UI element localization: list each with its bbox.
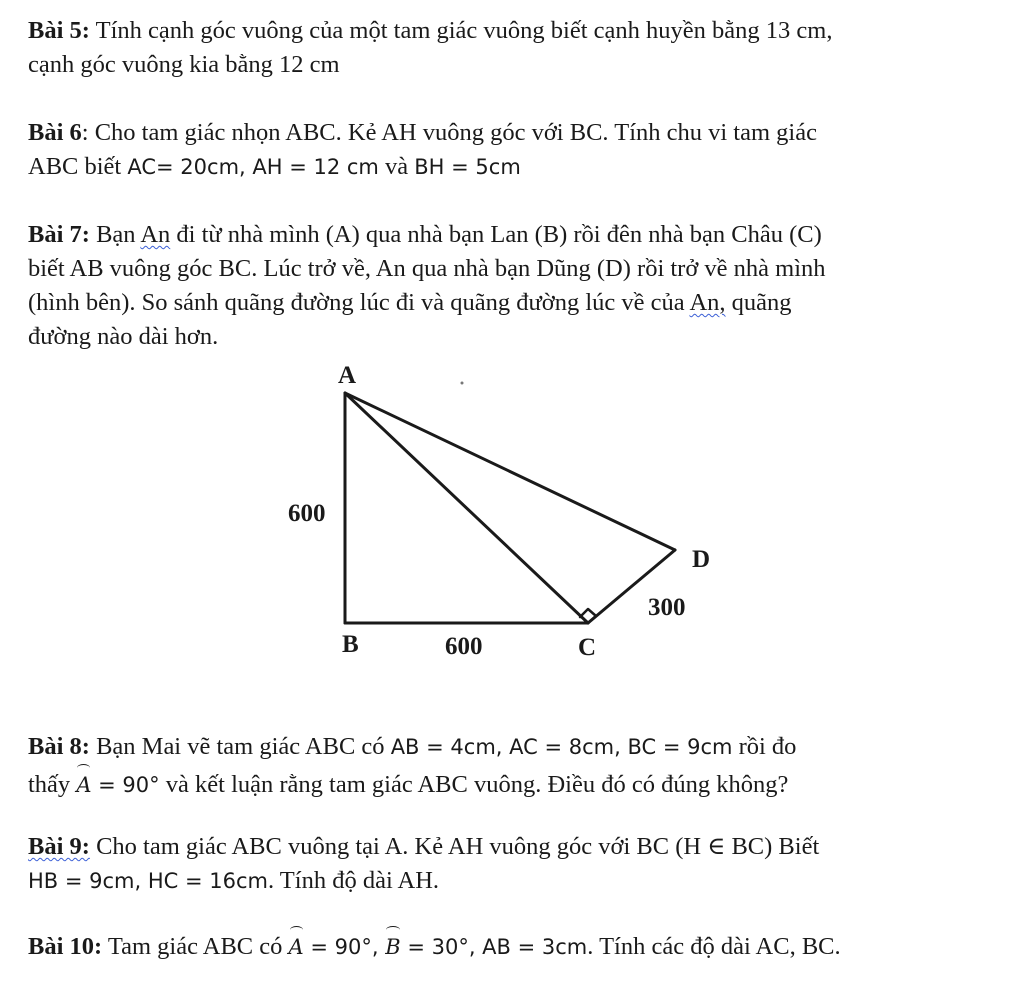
vertex-label-d: D xyxy=(692,546,711,573)
problem-7-line-4 xyxy=(28,320,1008,354)
problem-10-text-1a: Tam giác ABC có xyxy=(102,933,289,960)
problem-10-math-2: = 30°, AB = 3cm xyxy=(400,935,588,959)
problem-10-math-1: = 90°, xyxy=(303,935,386,959)
length-label-bc: 600 xyxy=(445,633,483,660)
right-angle-mark-c xyxy=(580,609,596,623)
problem-7-line-3 xyxy=(28,286,1008,320)
problem-8-line-2 xyxy=(28,764,1008,802)
problem-7-text-2: biết AB vuông góc BC. Lúc trở về, An qua nhà bạn Dũng (D) rồi trở về nhà mình xyxy=(28,255,826,282)
problem-6-text-2b: và xyxy=(378,153,415,180)
problem-8-label: Bài 8: xyxy=(28,733,90,760)
problem-7-text-3b: quãng xyxy=(725,289,792,316)
problem-5-line-1 xyxy=(28,14,1008,48)
vertex-label-c: C xyxy=(578,634,597,661)
vertex-label-b: B xyxy=(342,631,359,658)
angle-b-hat-10: B xyxy=(385,926,400,964)
problem-6-text-1: : Cho tam giác nhọn ABC. Kẻ AH vuông góc với BC. Tính chu vi tam giác xyxy=(81,119,817,146)
problem-8-text-2b: và kết luận rằng tam giác ABC vuông. Điều đó có đúng không? xyxy=(159,771,789,798)
problem-10 xyxy=(28,926,1008,964)
problem-9-line-1 xyxy=(28,830,1008,864)
problem-6-text-2a: ABC biết xyxy=(28,153,128,180)
problem-7-text-4: đường nào dài hơn. xyxy=(28,323,219,350)
problem-9-math: HB = 9cm, HC = 16cm xyxy=(28,869,268,893)
problem-10-text-1b: . Tính các độ dài AC, BC. xyxy=(587,933,841,960)
problem-7 xyxy=(28,218,1008,354)
length-label-cd: 300 xyxy=(648,594,686,621)
problem-7-name-an-2: An, xyxy=(689,289,726,316)
problem-5-label: Bài 5: xyxy=(28,17,90,44)
length-label-ab: 600 xyxy=(288,500,326,527)
problem-6-math-2: BH = 5cm xyxy=(414,155,521,179)
problem-7-text-1a: Bạn xyxy=(89,221,141,248)
problem-9-label: Bài 9: xyxy=(28,833,90,860)
problem-8-text-1b: rồi đo xyxy=(732,733,797,760)
problem-7-name-an: An xyxy=(140,221,171,248)
problem-7-label: Bài 7: xyxy=(28,221,90,248)
problem-7-line-2 xyxy=(28,252,1008,286)
problem-6 xyxy=(28,116,1008,184)
problem-8-text-2a: thấy xyxy=(28,771,77,798)
speck xyxy=(461,382,464,385)
problem-8-text-1a: Bạn Mai vẽ tam giác ABC có xyxy=(89,733,391,760)
problem-9-text-1: Cho tam giác ABC vuông tại A. Kẻ AH vuông góc với BC (H ∈ BC) Biết xyxy=(89,833,820,860)
problem-8-math-2: = 90° xyxy=(91,773,160,797)
problem-9-text-2: . Tính độ dài AH. xyxy=(267,867,440,894)
problem-6-label: Bài 6 xyxy=(28,119,82,146)
problem-10-line-1 xyxy=(28,926,1008,964)
problem-6-line-2 xyxy=(28,150,1008,184)
problem-5-line-2 xyxy=(28,48,1008,82)
problem-6-math-1: AC= 20cm, AH = 12 cm xyxy=(127,155,379,179)
problem-6-line-1 xyxy=(28,116,1008,150)
segment-ac xyxy=(345,393,588,623)
problem-5-text-1: Tính cạnh góc vuông của một tam giác vuông biết cạnh huyền bằng 13 cm, xyxy=(95,17,833,44)
problem-10-label: Bài 10: xyxy=(28,933,103,960)
problem-5-text-2: cạnh góc vuông kia bằng 12 cm xyxy=(28,51,340,78)
problem-8-math-1: AB = 4cm, AC = 8cm, BC = 9cm xyxy=(390,735,733,759)
problem-9 xyxy=(28,830,1008,898)
vertex-label-a: A xyxy=(338,362,357,389)
segment-ad xyxy=(345,393,675,550)
problem-7-text-1b: đi từ nhà mình (A) qua nhà bạn Lan (B) rồi đên nhà bạn Châu (C) xyxy=(170,221,822,248)
problem-8-line-1 xyxy=(28,730,1008,764)
angle-a-hat: A xyxy=(76,764,91,802)
problem-7-line-1 xyxy=(28,218,1008,252)
problem-5 xyxy=(28,14,1008,82)
problem-8 xyxy=(28,730,1008,802)
angle-a-hat-10: A xyxy=(289,926,304,964)
problem-7-text-3a: (hình bên). So sánh quãng đường lúc đi và quãng đường lúc về của xyxy=(28,289,690,316)
problem-9-line-2 xyxy=(28,864,1008,898)
triangle-figure xyxy=(270,355,740,675)
